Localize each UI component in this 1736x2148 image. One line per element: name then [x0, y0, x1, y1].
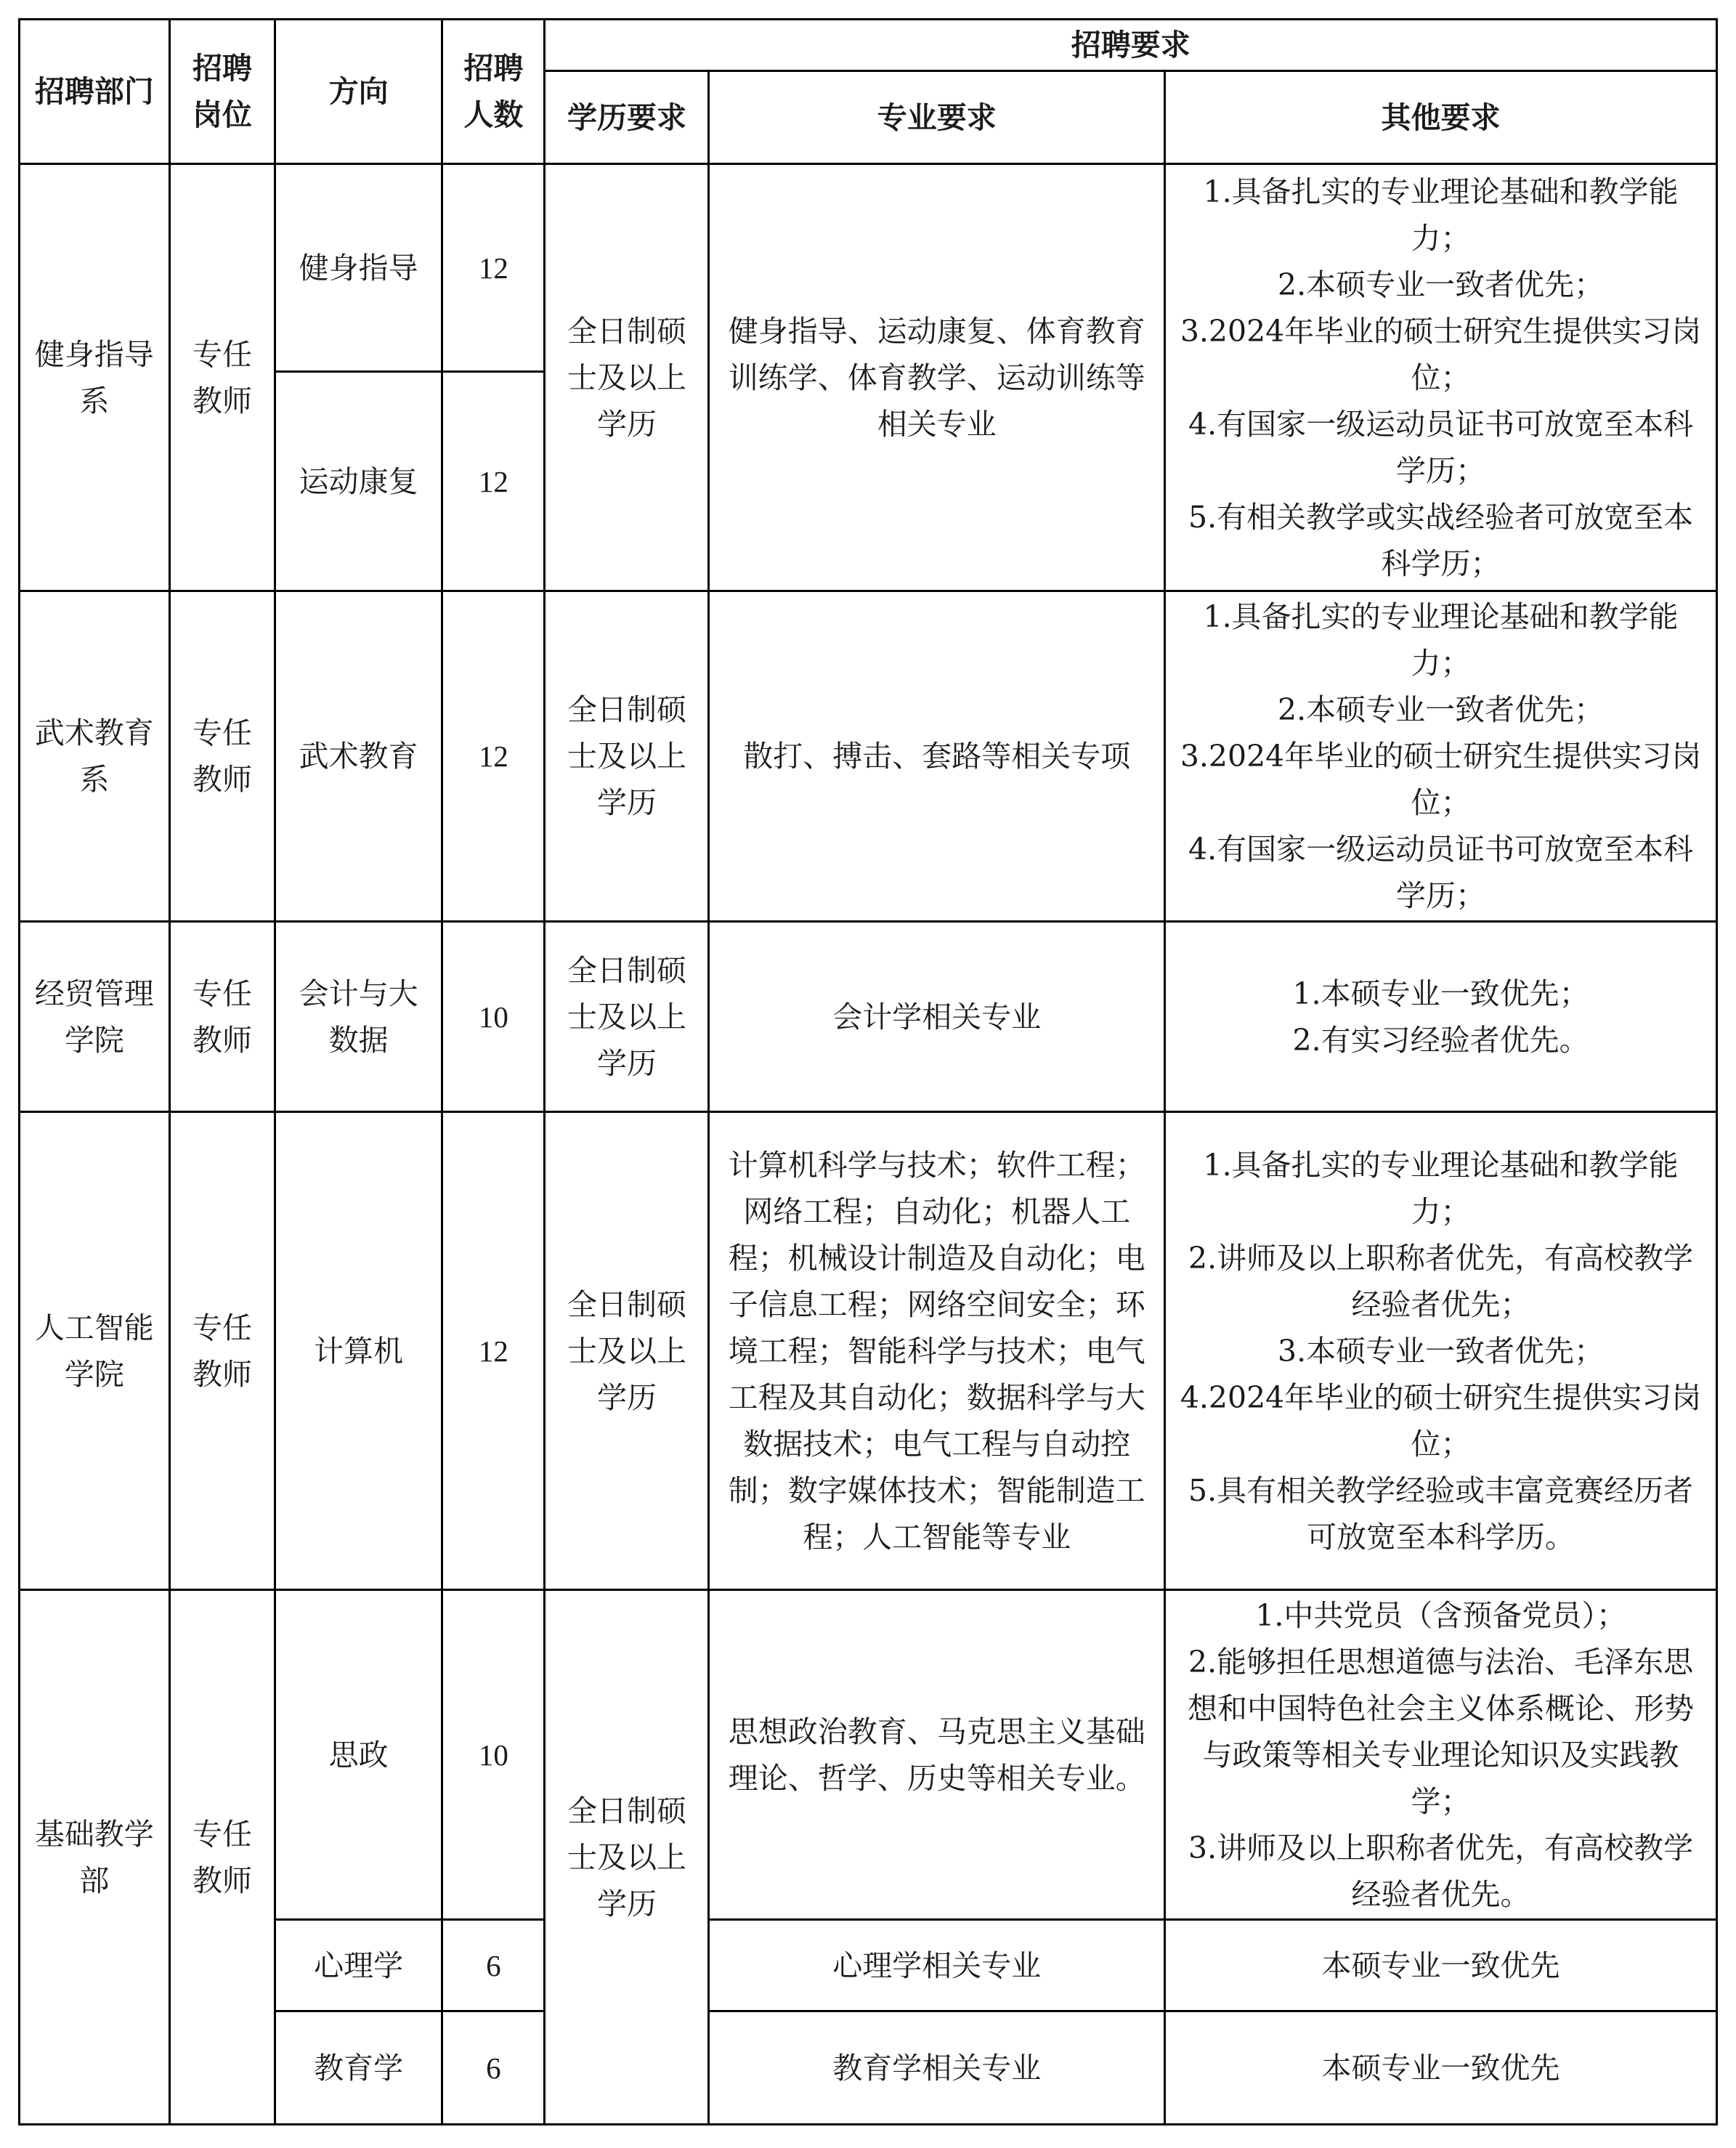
requirement-item: 1.中共党员（含预备党员）； [1255, 1597, 1626, 1633]
table-row [20, 164, 1717, 372]
major-cell: 健身指导、运动康复、体育教育训练学、体育教学、运动训练等相关专业 [709, 164, 1165, 591]
dept-cell: 武术教育系 [20, 591, 170, 922]
header-row-1 [20, 20, 1717, 71]
header-direction: 方向 [275, 20, 442, 164]
requirement-item: 1.具备扎实的专业理论基础和教学能力； [1203, 599, 1679, 681]
requirement-item: 1.具备扎实的专业理论基础和教学能力； [1203, 1147, 1679, 1229]
count-cell: 10 [442, 1590, 545, 1920]
header-education: 学历要求 [545, 71, 709, 164]
requirement-item: 3.讲师及以上职称者优先，有高校教学经验者优先。 [1188, 1830, 1694, 1912]
requirement-item: 4.有国家一级运动员证书可放宽至本科学历； [1188, 832, 1694, 913]
other-requirements-cell [1165, 1112, 1717, 1590]
major-cell: 计算机科学与技术；软件工程；网络工程；自动化；机器人工程；机械设计制造及自动化；电子信息工程；网络空间安全；环境工程；智能科学与技术；电气工程及其自动化；数据科学与大数据技术；电气工程与自动控制；数字媒体技术；智能制造工程；人工智能等专业 [709, 1112, 1165, 1590]
requirement-item: 2.本硕专业一致者优先； [1277, 267, 1605, 302]
direction-cell: 计算机 [275, 1112, 442, 1590]
direction-cell: 运动康复 [275, 372, 442, 591]
requirement-item: 5.具有相关教学经验或丰富竞赛经历者可放宽至本科学历。 [1188, 1472, 1694, 1555]
header-major: 专业要求 [709, 71, 1165, 164]
education-cell: 全日制硕士及以上学历 [545, 1112, 709, 1590]
count-cell: 12 [442, 372, 545, 591]
table-row [20, 1590, 1717, 1920]
other-requirements-cell: 本硕专业一致优先 [1165, 1920, 1717, 2011]
post-cell: 专任教师 [169, 591, 275, 922]
count-cell: 6 [442, 1920, 545, 2011]
direction-cell: 心理学 [275, 1920, 442, 2011]
education-cell: 全日制硕士及以上学历 [545, 922, 709, 1112]
count-cell: 12 [442, 164, 545, 372]
header-count: 招聘人数 [442, 20, 545, 164]
post-cell: 专任教师 [169, 1590, 275, 2125]
requirement-item: 2.本硕专业一致者优先； [1277, 692, 1605, 727]
other-requirements-cell [1165, 1590, 1717, 1920]
dept-cell: 基础教学部 [20, 1590, 170, 2125]
major-cell: 思想政治教育、马克思主义基础理论、哲学、历史等相关专业。 [709, 1590, 1165, 1920]
requirement-item: 2.讲师及以上职称者优先，有高校教学经验者优先； [1188, 1240, 1694, 1322]
dept-cell: 经贸管理学院 [20, 922, 170, 1112]
table-row [20, 591, 1717, 922]
major-cell: 心理学相关专业 [709, 1920, 1165, 2011]
recruitment-table [18, 18, 1718, 2125]
requirement-item: 3.2024年毕业的硕士研究生提供实习岗位； [1180, 739, 1702, 820]
direction-cell: 教育学 [275, 2011, 442, 2125]
post-cell: 专任教师 [169, 1112, 275, 1590]
requirement-item: 3.2024年毕业的硕士研究生提供实习岗位； [1180, 313, 1702, 395]
count-cell: 12 [442, 1112, 545, 1590]
recruitment-table-sheet [18, 18, 1718, 2125]
count-cell: 10 [442, 922, 545, 1112]
major-cell: 教育学相关专业 [709, 2011, 1165, 2125]
other-requirements-cell [1165, 591, 1717, 922]
requirement-item: 4.有国家一级运动员证书可放宽至本科学历； [1188, 406, 1694, 488]
requirement-item: 2.能够担任思想道德与法治、毛泽东思想和中国特色社会主义体系概论、形势与政策等相关专业理论知识及实践教学； [1188, 1644, 1695, 1819]
major-cell: 散打、搏击、套路等相关专项 [709, 591, 1165, 922]
direction-cell: 会计与大数据 [275, 922, 442, 1112]
post-cell: 专任教师 [169, 164, 275, 591]
dept-cell: 健身指导系 [20, 164, 170, 591]
other-requirements-cell: 本硕专业一致优先 [1165, 2011, 1717, 2125]
education-cell: 全日制硕士及以上学历 [545, 591, 709, 922]
direction-cell: 武术教育 [275, 591, 442, 922]
requirement-item: 3.本硕专业一致者优先； [1277, 1333, 1605, 1369]
other-requirements-cell [1165, 922, 1717, 1112]
header-other: 其他要求 [1165, 71, 1717, 164]
direction-cell: 思政 [275, 1590, 442, 1920]
post-cell: 专任教师 [169, 922, 275, 1112]
other-requirements-cell [1165, 164, 1717, 591]
major-cell: 会计学相关专业 [709, 922, 1165, 1112]
count-cell: 6 [442, 2011, 545, 2125]
header-requirements: 招聘要求 [545, 20, 1717, 71]
requirement-item: 2.有实习经验者优先。 [1292, 1022, 1589, 1058]
requirement-item: 4.2024年毕业的硕士研究生提供实习岗位； [1180, 1379, 1702, 1462]
table-row [20, 1112, 1717, 1590]
education-cell: 全日制硕士及以上学历 [545, 164, 709, 591]
dept-cell: 人工智能学院 [20, 1112, 170, 1590]
count-cell: 12 [442, 591, 545, 922]
requirement-item: 5.有相关教学或实战经验者可放宽至本科学历； [1188, 499, 1694, 581]
requirement-item: 1.本硕专业一致优先； [1292, 976, 1589, 1011]
header-dept: 招聘部门 [20, 20, 170, 164]
table-row [20, 922, 1717, 1112]
direction-cell: 健身指导 [275, 164, 442, 372]
requirement-item: 1.具备扎实的专业理论基础和教学能力； [1203, 174, 1679, 256]
header-post: 招聘岗位 [169, 20, 275, 164]
education-cell: 全日制硕士及以上学历 [545, 1590, 709, 2125]
